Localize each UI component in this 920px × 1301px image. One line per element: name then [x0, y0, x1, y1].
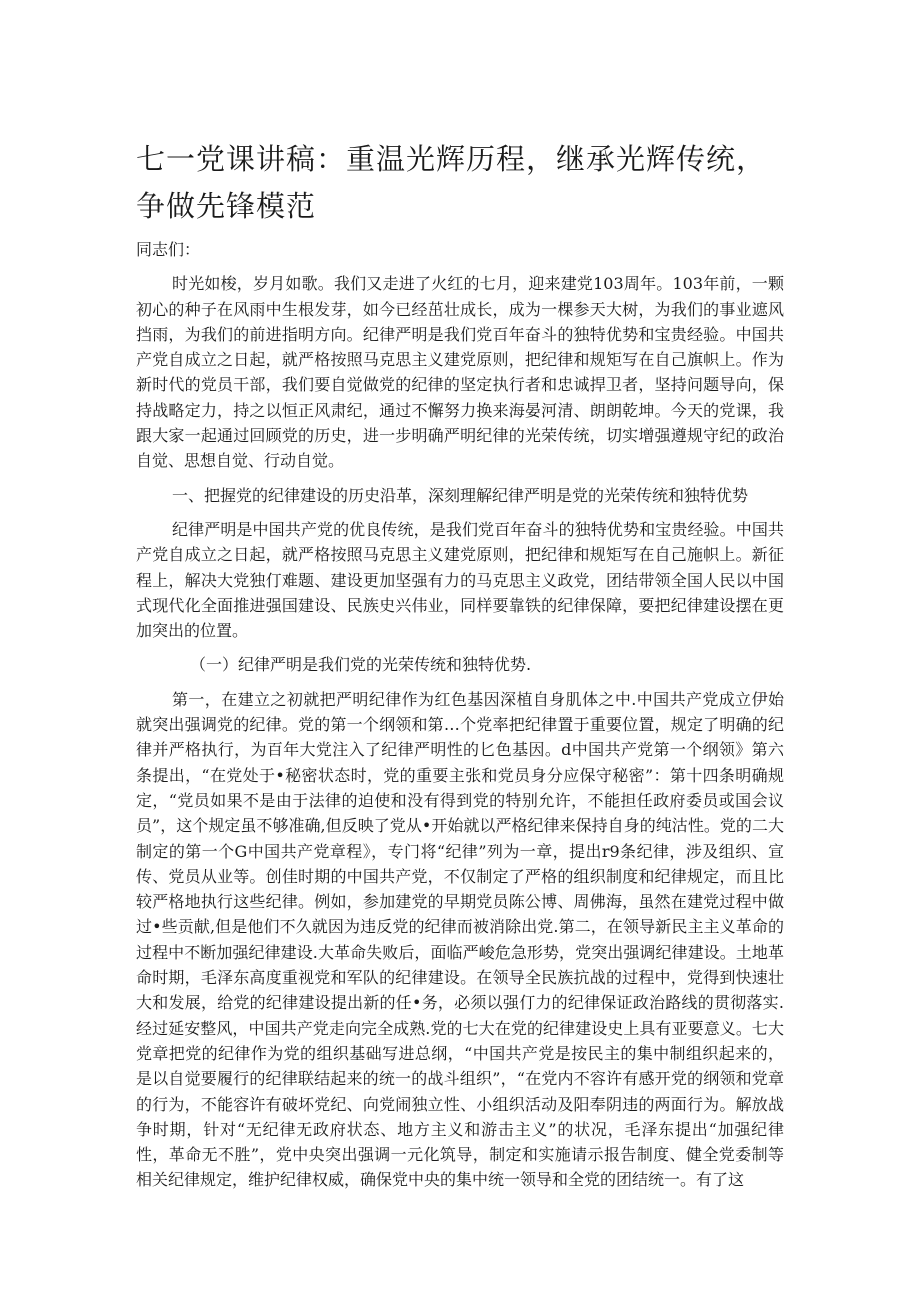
salutation: 同志们： [136, 240, 201, 259]
paragraph-section-1: 纪律严明是中国共产党的优良传统，是我们党百年奋斗的独特优势和宝贵经验。中国共产党自成立之日起，就严格按照马克思主义建党原则，把纪律和规矩写在自己施帜上。新征程上，解决大党独仃难题、建设更加坚强有力的马克思主义政党，团结带领全国人民以中国式现代化全面推进强国建设、民族史兴伟业，同样要靠铁的纪律保障，要把纪律建设摆在更加突出的位置。 [136, 519, 784, 641]
paragraph-intro: 时光如梭，岁月如歌。我们又走进了火红的七月，迎来建党103周年。103年前，一颗初心的种子在风雨中生根发芽，如今已经茁壮成长，成为一棵参天大树，为我们的事业遮风挡雨，为我们的前进指明方向。纪律严明是我们党百年奋斗的独特优势和宝贵经验。中国共产党自成立之日起，就严格按照马克思主义建党原则，把纪律和规矩写在自己旗帜上。作为新时代的党员干部，我们要自觉做党的纪律的坚定执行者和忠诚捍卫者，坚持问题导向，保持战略定力，持之以恒正风肃纪，通过不懈努力换来海晏河清、朗朗乾坤。今天的党课，我跟大家一起通过回顾党的历史，进一步明确严明纪律的光荣传统，切实增强遵规守纪的政治自觉、思想自觉、行动自觉。 [136, 274, 784, 471]
document-body [136, 237, 784, 1202]
document-title: 七一党课讲稿：重温光辉历程，继承光辉传统，争做先锋模范 [136, 142, 767, 223]
subsection-heading-1: （一）纪律严明是我们党的光荣传统和独特优势. [190, 655, 532, 675]
section-heading-1: 一、把握党的纪律建设的历史沿革，深刻理解纪律严明是党的光荣传统和独特优势 [172, 485, 749, 505]
paragraph-history: 第一，在建立之初就把严明纪律作为红色基因深植自身肌体之中.中国共产党成立伊始就突出强调党的纪律。党的第一个纲领和第…个党率把纪律置于重要位置，规定了明确的纪律并严格执行，为百年大党注入了纪律严明性的匕色基因。d中国共产党第一个纲领》第六条提出，“在党处于•秘密状态时，党的重要主张和党员身分应保守秘密”：第十四条明确规定，“党员如果不是由于法律的迫使和没有得到党的特别允许，不能担任政府委员或国会议员”，这个规定虽不够准确,但反映了党从•开始就以严格纪律来保持自身的纯沽性。党的二大制定的第一个G中国共产党章程》，专门将“纪律”列为一章，提出r9条纪律，涉及组织、宣传、党员从业等。创佳时期的中国共产党，不仅制定了严格的组织制度和纪律规定，而且比较严格地执行这些纪律。例如，参加建党的早期党员陈公博、周佛海，虽然在建党过程中做过•些贡献,但是他们不久就因为违反党的纪律而被消除出党.第二，在领导新民主主义革命的过程中不断加强纪律建设.大革命失败后，面临严峻危急形势，党突出强调纪律建设。土地革命时期，毛泽东高度重视党和军队的纪律建设。在领导全民族抗战的过程中，党得到快速壮大和发展，给党的纪律建设提出新的任•务，必须以强仃力的纪律保证政治路线的贯彻落实.经过延安整风，中国共产党走向完全成熟.党的七大在党的纪律建设史上具有亚要意义。七大党章把党的纪律作为党的组织基础写进总纲，“中国共产党是按民主的集中制组织起来的，是以自觉要履行的纪律联结起来的统一的战斗组织”，“在党内不容许有感开党的纲领和党章的行为，不能容许有破坏党纪、向党闹独立性、小组织活动及阳奉阴违的两面行为。解放战争时期，针对“无纪律无政府状态、地方主义和游击主义”的状况，毛泽东提出“加强纪律性，革命无不胜”，党中央突出强调一元化筑导，制定和实施请示报告制度、健全党委制等相关纪律规定，维护纪律权威，确保党中央的集中统一领导和全党的团结统一。有了这 [136, 689, 784, 1190]
